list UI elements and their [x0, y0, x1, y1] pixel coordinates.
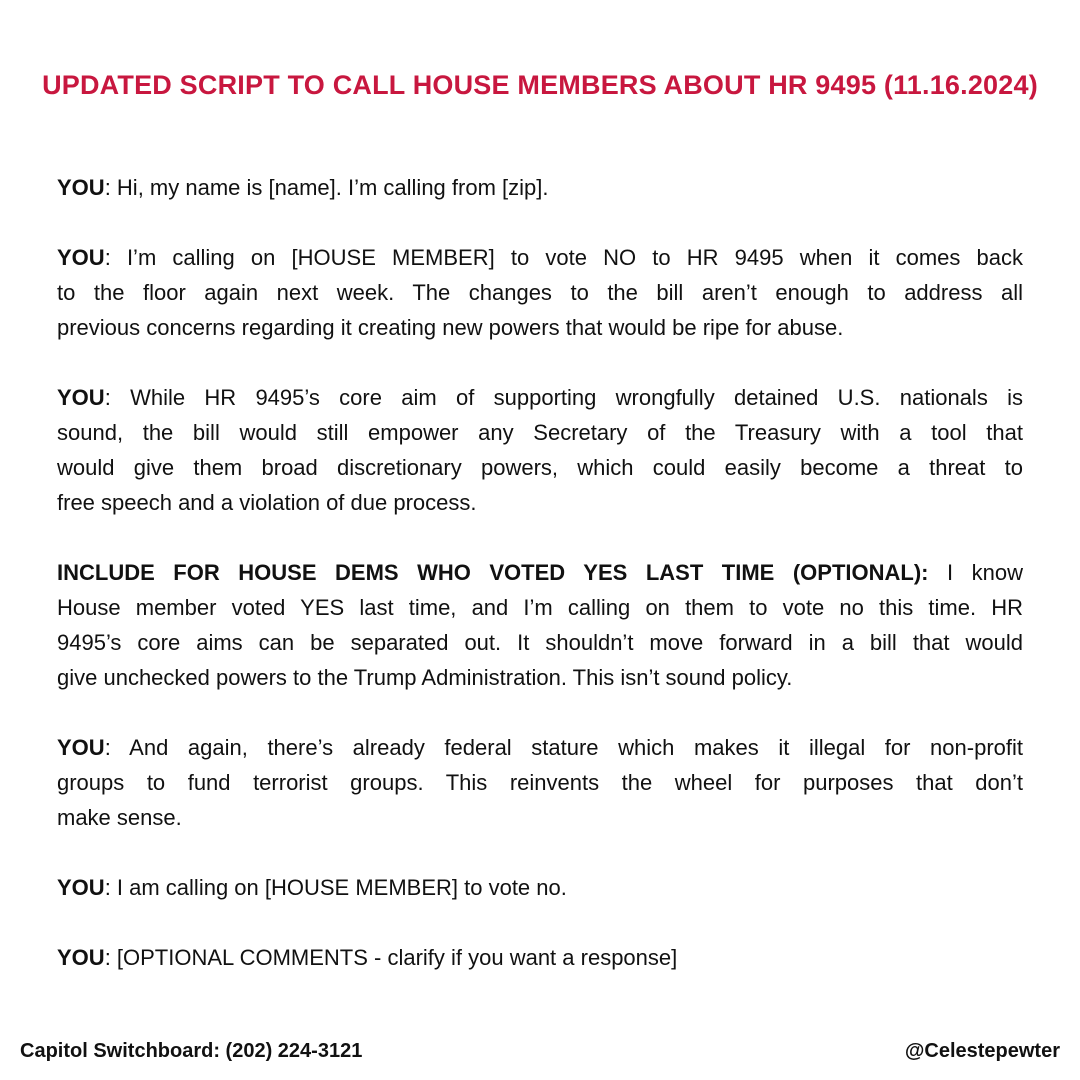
script-paragraph-intro — [57, 170, 1023, 205]
script-line: House member voted YES last time, and I’m calling on them to vote no this time. HR — [57, 595, 1023, 620]
optional-label: INCLUDE FOR HOUSE DEMS WHO VOTED YES LAST TIME (OPTIONAL): — [57, 560, 929, 585]
script-line — [57, 380, 1023, 415]
script-paragraph-optional — [57, 555, 1023, 695]
speaker-label: YOU — [57, 735, 105, 760]
script-line: previous concerns regarding it creating new powers that would be ripe for abuse. — [57, 315, 844, 340]
script-line: sound, the bill would still empower any Secretary of the Treasury with a tool that — [57, 420, 1023, 445]
speaker-label: YOU — [57, 175, 105, 200]
script-line — [57, 240, 1023, 275]
script-line: 9495’s core aims can be separated out. It shouldn’t move forward in a bill that would — [57, 630, 1023, 655]
line-text: : While HR 9495’s core aim of supporting wrongfully detained U.S. nationals is — [104, 385, 1023, 410]
script-paragraph-vote-no — [57, 870, 1023, 905]
script-paragraph-ask — [57, 240, 1023, 345]
line-text: : Hi, my name is [name]. I’m calling from [zip]. — [104, 175, 549, 200]
script-paragraph-statute — [57, 730, 1023, 835]
script-line: give unchecked powers to the Trump Administration. This isn’t sound policy. — [57, 665, 793, 690]
page-title: UPDATED SCRIPT TO CALL HOUSE MEMBERS ABOUT HR 9495 (11.16.2024) — [42, 70, 1038, 100]
script-line — [57, 170, 1023, 205]
speaker-label: YOU — [57, 245, 105, 270]
line-text: : And again, there’s already federal stature which makes it illegal for non-profit — [104, 735, 1023, 760]
script-line — [57, 730, 1023, 765]
speaker-label: YOU — [57, 945, 105, 970]
capitol-switchboard-number: Capitol Switchboard: (202) 224-3121 — [20, 1040, 363, 1062]
script-line — [57, 555, 1023, 590]
script-line — [57, 940, 1023, 975]
speaker-label: YOU — [57, 875, 105, 900]
script-paragraph-comments — [57, 940, 1023, 975]
script-line — [57, 870, 1023, 905]
line-text: : I’m calling on [HOUSE MEMBER] to vote NO to HR 9495 when it comes back — [104, 245, 1023, 270]
script-line: to the floor again next week. The changes to the bill aren’t enough to address all — [57, 280, 1023, 305]
line-text: : I am calling on [HOUSE MEMBER] to vote no. — [104, 875, 567, 900]
line-text: I know — [928, 560, 1023, 585]
script-paragraph-concerns — [57, 380, 1023, 520]
script-line: groups to fund terrorist groups. This reinvents the wheel for purposes that don’t — [57, 770, 1023, 795]
line-text: : [OPTIONAL COMMENTS - clarify if you want a response] — [104, 945, 678, 970]
call-script — [57, 170, 1023, 1010]
script-line: free speech and a violation of due process. — [57, 490, 477, 515]
script-line: make sense. — [57, 805, 182, 830]
script-line: would give them broad discretionary powers, which could easily become a threat to — [57, 455, 1023, 480]
author-handle: @Celestepewter — [904, 1040, 1060, 1062]
speaker-label: YOU — [57, 385, 105, 410]
